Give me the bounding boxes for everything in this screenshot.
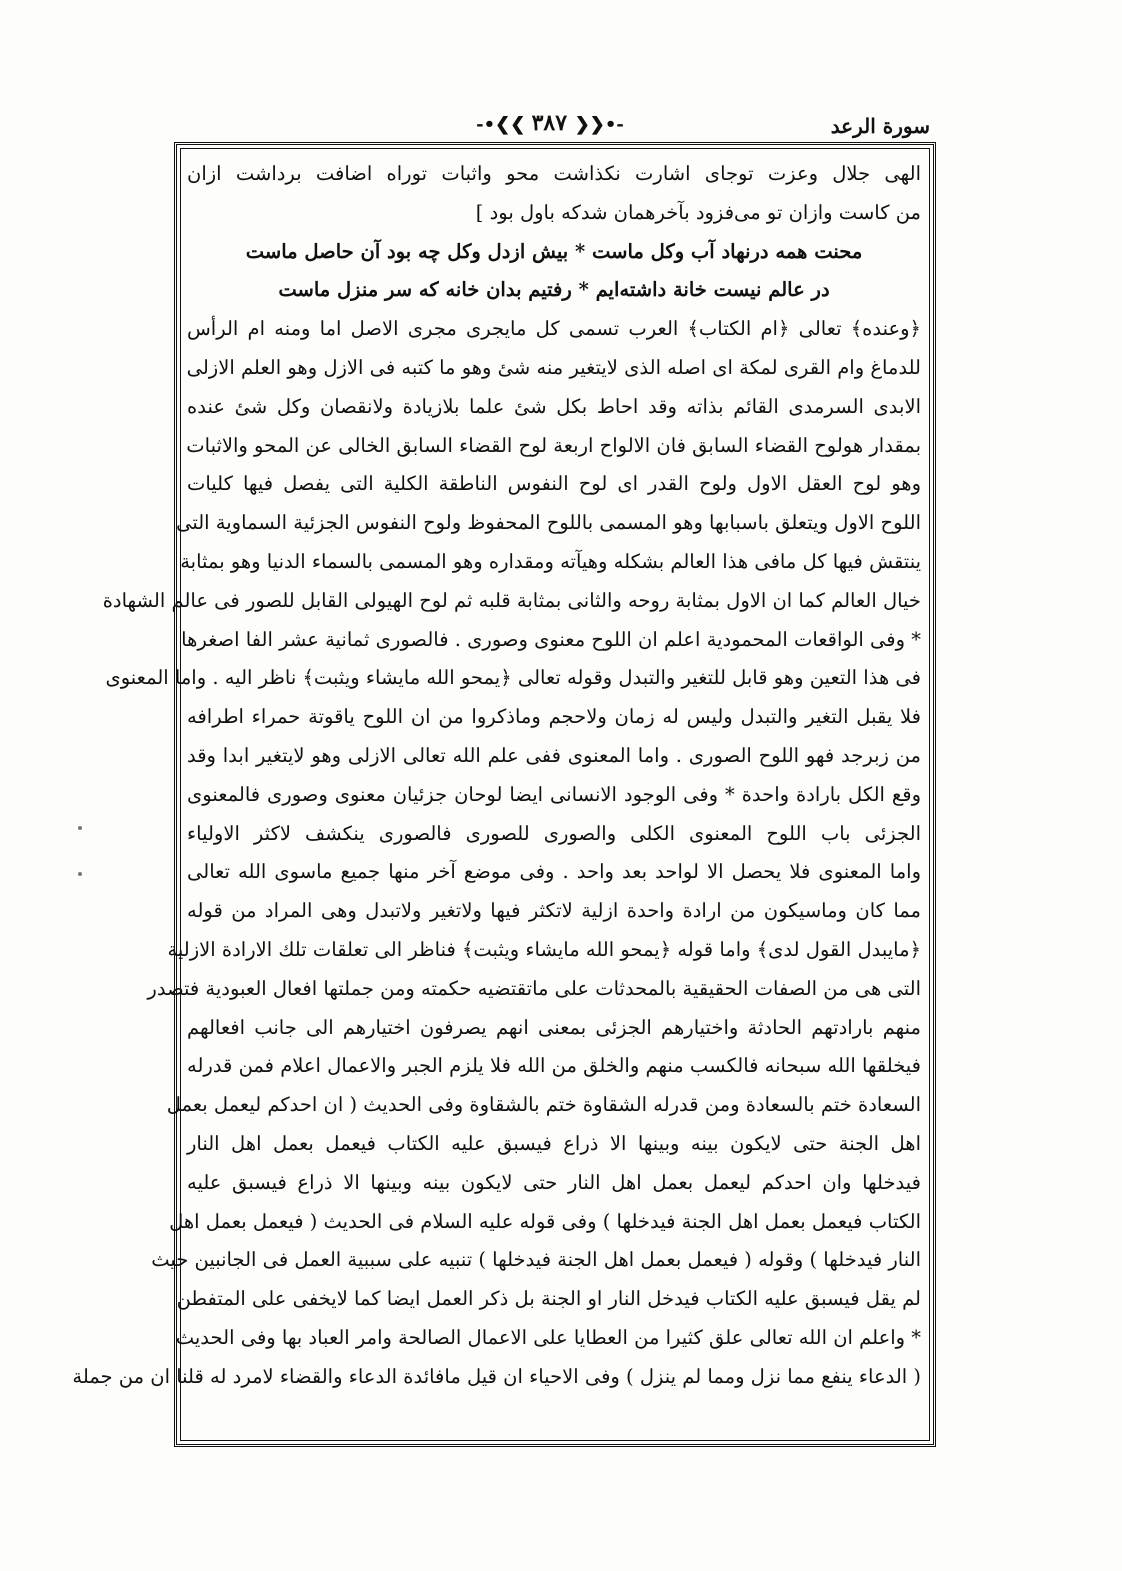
text-line: خيال العالم كما ان الاول بمثابة روحه والثانى بمثابة قلبه ثم لوح الهيولى القابل للصور فى عالم الشهادة bbox=[102, 588, 921, 612]
text-line: در عالم نيست خانة داشته‌ايم * رفتيم بدان خانه كه سر منزل ماست bbox=[278, 278, 830, 302]
text-line: منهم بارادتهم الحادثة واختيارهم الجزئى بمعنى انهم يصرفون اختيارهم الى جانب افعالهم bbox=[187, 1015, 922, 1039]
text-line: فيخلقها الله سبحانه فالكسب منهم والخلق من الله فلا يلزم الجبر والاعمال اعلام فمن قدرله bbox=[187, 1054, 921, 1078]
text-line: للدماغ وام القرى لمكة اى اصله الذى لايتغير منه شئ وهو ما كتبه فى الازل وهو العلم الازلى bbox=[186, 355, 921, 379]
left-ornament-icon: -•❮❮ bbox=[476, 114, 532, 135]
text-line: النار فيدخلها ) وقوله ( فيعمل بعمل اهل الجنة فيدخلها ) تنبيه على سببية العمل فى الجانبين حيث bbox=[151, 1248, 921, 1272]
text-line: من زبرجد فهو اللوح الصورى . واما المعنوى ففى علم الله تعالى الازلى وهو لايتغير ابدا وقد bbox=[187, 743, 921, 767]
text-line: ( الدعاء ينفع مما نزل ومما لم ينزل ) وفى الاحياء ان قيل مافائدة الدعاء والقضاء لامرد له قلنا ان من جملة bbox=[72, 1364, 921, 1388]
text-line: فلا يقبل التغير والتبدل وليس له زمان ولاحجم وماذكروا من ان اللوح ياقوتة حمراء اطرافه bbox=[187, 705, 921, 729]
text-line: اهل الجنة حتى لايكون بينه وبينها الا ذراع فيسبق عليه الكتاب فيعمل بعمل اهل النار bbox=[187, 1131, 921, 1155]
text-line: واما المعنوى فلا يحصل الا لواحد بعد واحد . وفى موضع آخر منها جميع ماسوى الله تعالى bbox=[187, 860, 921, 884]
text-line: * واعلم ان الله تعالى علق كثيرا من العطايا على الاعمال الصالحة وامر العباد بها وفى الحديث bbox=[175, 1325, 921, 1349]
sura-title: سورة الرعد bbox=[830, 114, 930, 138]
text-line: الكتاب فيعمل بعمل اهل الجنة فيدخلها ) وفى قوله عليه السلام فى الحديث ( فيعمل بعمل اهل bbox=[169, 1209, 921, 1233]
text-line: فيدخلها وان احدكم ليعمل بعمل اهل النار حتى لايكون بينه وبينها الا ذراع فيسبق عليه bbox=[187, 1170, 921, 1194]
margin-dot-1 bbox=[78, 826, 82, 830]
text-line: محنت همه درنهاد آب وكل ماست * بيش ازدل وكل چه بود آن حاصل ماست bbox=[245, 239, 863, 263]
text-line: وقع الكل بارادة واحدة * وفى الوجود الانسانى ايضا لوحان جزئيان معنوى وصورى فالمعنوى bbox=[187, 782, 921, 806]
text-line: لم يقل فيسبق عليه الكتاب فيدخل النار او الجنة بل ذكر العمل ايضا كما لايخفى على المتفطن bbox=[176, 1287, 921, 1311]
text-line: ﴿مايبدل القول لدى﴾ واما قوله ﴿يمحو الله مايشاء ويثبت﴾ فناظر الى تعلقات تلك الارادة الازلية bbox=[167, 937, 921, 961]
text-line: ﴿وعنده﴾ تعالى ﴿ام الكتاب﴾ العرب تسمى كل مايجرى مجرى الاصل اما ومنه ام الرأس bbox=[187, 317, 921, 341]
text-line: السعادة ختم بالسعادة ومن قدرله الشقاوة ختم بالشقاوة وفى الحديث ( ان احدكم ليعمل بعمل bbox=[166, 1093, 921, 1117]
text-line: الجزئى باب اللوح المعنوى الكلى والصورى للصورى فالصورى ينكشف لاكثر الاولياء bbox=[187, 821, 921, 845]
text-line: بمقدار هولوح القضاء السابق فان الالواح اربعة لوح القضاء السابق الخالى عن المحو والاثبات bbox=[186, 433, 921, 457]
text-line: التى هى من الصفات الحقيقية بالمحدثات على ماتقتضيه حكمته ومن جملتها افعال العبودية فتصدر bbox=[147, 976, 921, 1000]
text-line: اللوح الاول ويتعلق باسبابها وهو المسمى باللوح المحفوظ ولوح النفوس الجزئية السماوية التى bbox=[176, 511, 921, 535]
text-line: فى هذا التعين وهو قابل للتغير والتبدل وقوله تعالى ﴿يمحو الله مايشاء ويثبت﴾ ناظر اليه . واما المعنوى bbox=[105, 666, 921, 690]
text-line: * وفى الواقعات المحمودية اعلم ان اللوح معنوى وصورى . فالصورى ثمانية عشر الفا اصغرها bbox=[181, 627, 921, 651]
text-line: من كاست وازان تو مى‌فزود بآخرهمان شدكه باول بود ] bbox=[475, 200, 921, 224]
right-ornament-icon: ❯❯•- bbox=[574, 114, 624, 135]
text-line: الهى جلال وعزت توجاى اشارت نكذاشت محو واثبات توراه اضافت برداشت ازان bbox=[187, 162, 921, 185]
text-frame bbox=[72, 142, 936, 1447]
margin-dot-2 bbox=[78, 872, 82, 876]
text-line: مما كان وماسيكون من ارادة واحدة ازلية لاتكثر فيها ولاتغير ولاتبدل وهى المراد من قوله bbox=[187, 899, 921, 923]
page-number-value: ٣٨٧ bbox=[531, 110, 568, 136]
text-line: الابدى السرمدى القائم بذاته وقد احاط بكل شئ علما بلازيادة ولانقصان وكل شئ عنده bbox=[187, 394, 921, 418]
text-line: وهو لوح العقل الاول ولوح القدر اى لوح النفوس الناطقة الكلية التى يفصل فيها كليات bbox=[187, 472, 921, 496]
page-number bbox=[476, 110, 624, 136]
text-body bbox=[72, 155, 922, 1436]
text-line: ينتقش فيها كل مافى هذا العالم بشكله وهيآته ومقداره وهو المسمى بالسماء الدنيا وهو بمثابة bbox=[180, 549, 921, 573]
